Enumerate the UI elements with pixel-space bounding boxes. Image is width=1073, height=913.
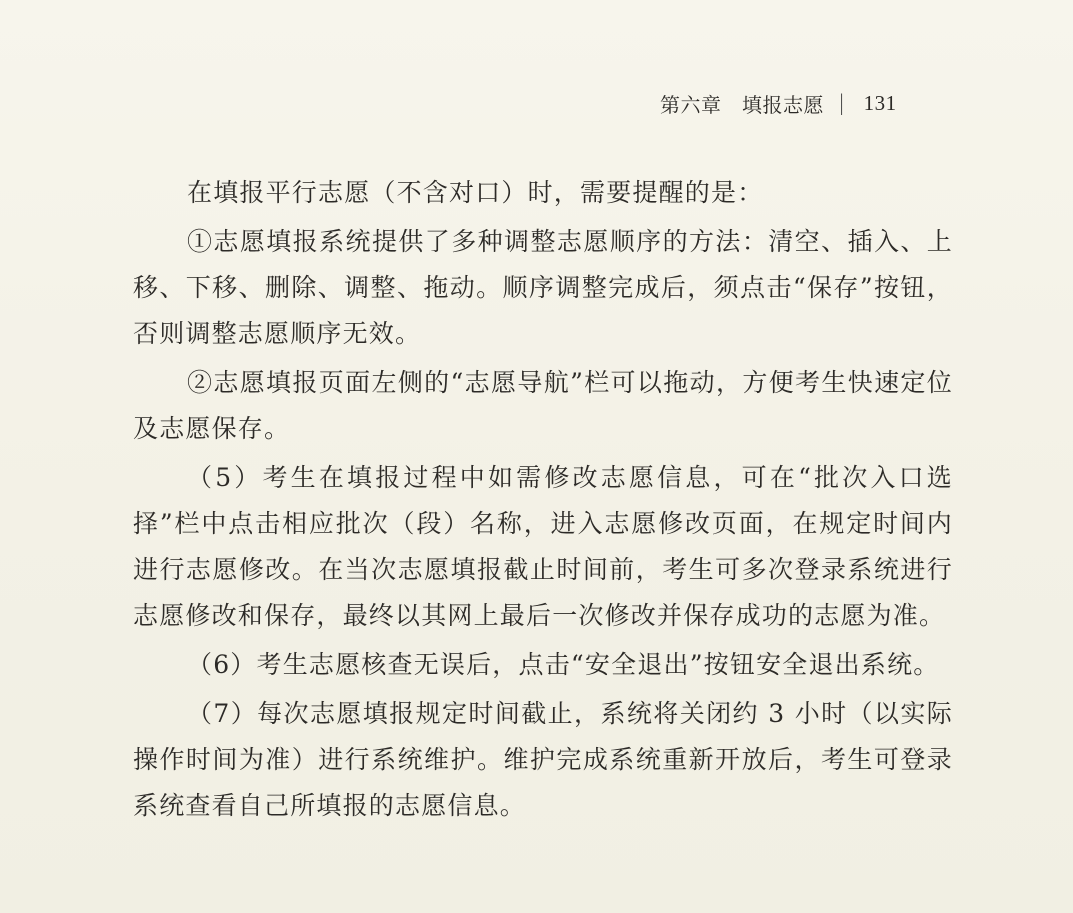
paragraph-step-7: （7）每次志愿填报规定时间截止，系统将关闭约 3 小时（以实际操作时间为准）进行系统维护。维护完成系统重新开放后，考生可登录系统查看自己所填报的志愿信息。	[133, 699, 953, 820]
paragraph-step-5: （5）考生在填报过程中如需修改志愿信息，可在“批次入口选择”栏中点击相应批次（段）名称，进入志愿修改页面，在规定时间内进行志愿修改。在当次志愿填报截止时间前，考生可多次登录系统进行志愿修改和保存，最终以其网上最后一次修改并保存成功的志愿为准。	[133, 463, 953, 630]
running-header	[660, 88, 950, 118]
header-divider: |	[838, 91, 846, 115]
paragraph-note-2: ②志愿填报页面左侧的“志愿导航”栏可以拖动，方便考生快速定位及志愿保存。	[133, 368, 953, 443]
body-text	[133, 170, 953, 832]
page-number: 131	[863, 90, 897, 115]
chapter-title: 第六章 填报志愿	[660, 92, 824, 117]
paragraph-intro: 在填报平行志愿（不含对口）时，需要提醒的是：	[187, 178, 764, 207]
paragraph-step-6: （6）考生志愿核查无误后，点击“安全退出”按钮安全退出系统。	[187, 650, 940, 679]
paragraph-note-1: ①志愿填报系统提供了多种调整志愿顺序的方法：清空、插入、上移、下移、删除、调整、拖动。顺序调整完成后，须点击“保存”按钮，否则调整志愿顺序无效。	[133, 227, 953, 348]
